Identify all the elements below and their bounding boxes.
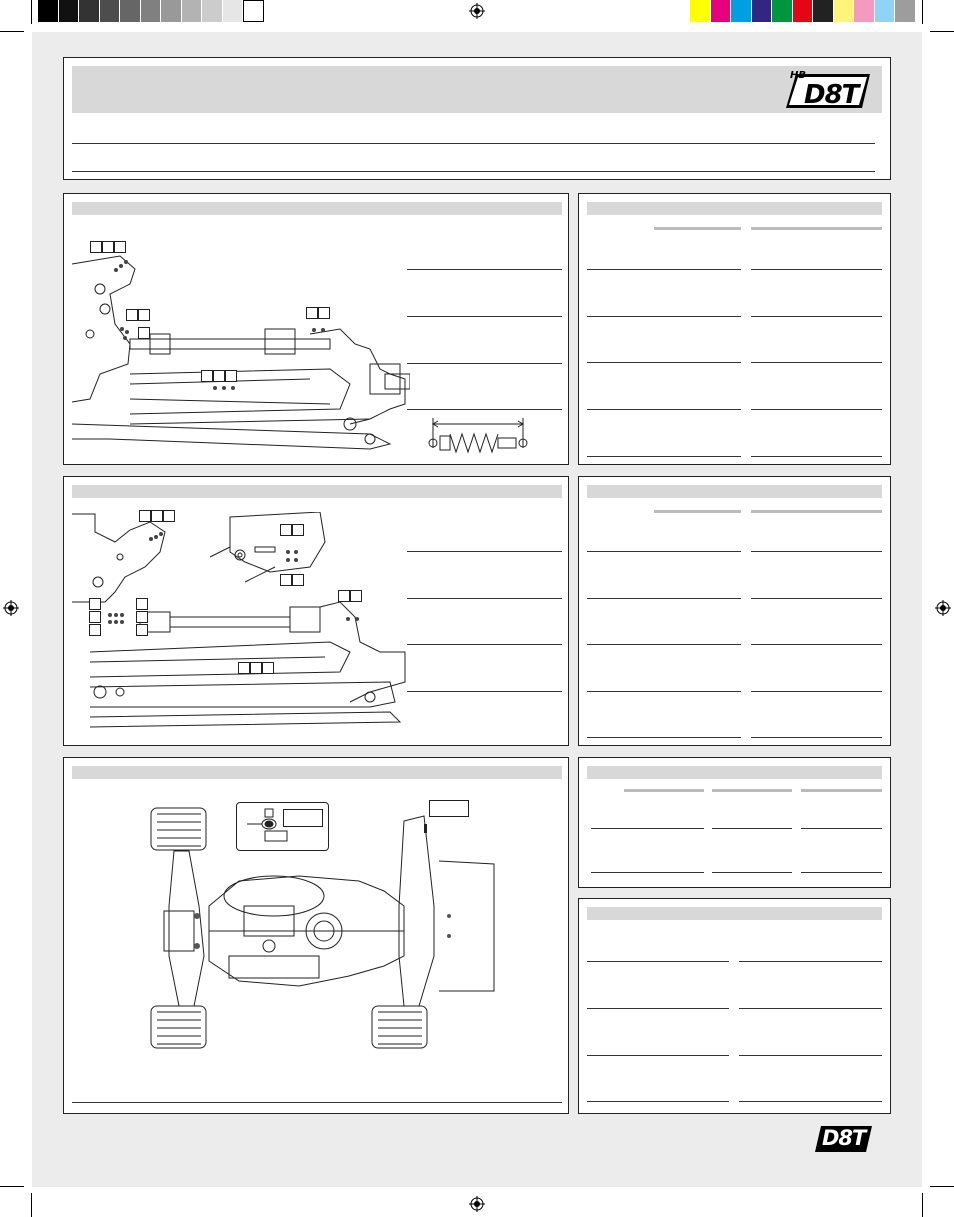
section-header-bar	[587, 907, 882, 920]
color-swatch	[711, 0, 732, 22]
callout-box[interactable]	[280, 574, 292, 586]
callout-box[interactable]	[318, 307, 330, 319]
section-header-bar	[587, 202, 882, 215]
crop-mark	[31, 0, 32, 24]
input-line[interactable]	[751, 644, 882, 645]
brand-logo	[782, 70, 874, 112]
color-swatch	[854, 0, 875, 22]
callout-box[interactable]	[136, 598, 148, 610]
callout-box[interactable]	[102, 241, 114, 253]
input-line[interactable]	[587, 1101, 729, 1102]
input-line[interactable]	[751, 551, 882, 552]
value-input-box[interactable]	[283, 809, 323, 827]
callout-box[interactable]	[338, 590, 350, 602]
column-header-bar	[751, 227, 882, 230]
section-header-bar	[72, 202, 562, 215]
input-line[interactable]	[407, 598, 562, 599]
callout-box[interactable]	[225, 370, 237, 382]
color-swatch	[59, 0, 80, 22]
input-line[interactable]	[407, 644, 562, 645]
color-swatch	[161, 0, 182, 22]
registration-mark-icon	[469, 1196, 485, 1212]
callout-box[interactable]	[262, 662, 274, 674]
crop-mark	[0, 1186, 24, 1187]
input-line[interactable]	[739, 1101, 882, 1102]
input-line[interactable]	[587, 598, 741, 599]
color-swatch	[813, 0, 834, 22]
footer-logo	[812, 1124, 874, 1154]
color-swatch	[243, 0, 264, 22]
callout-box[interactable]	[280, 524, 292, 536]
input-line[interactable]	[72, 143, 875, 144]
column-header-bar	[624, 789, 704, 792]
crop-mark	[930, 1186, 954, 1187]
callout-box[interactable]	[213, 370, 225, 382]
input-line[interactable]	[407, 691, 562, 692]
crop-mark	[922, 0, 923, 24]
input-line[interactable]	[72, 171, 875, 172]
color-swatch	[731, 0, 752, 22]
front-settings-box	[578, 193, 891, 465]
input-line[interactable]	[751, 598, 882, 599]
column-header-bar	[654, 510, 741, 513]
input-line[interactable]	[587, 269, 741, 270]
callout-box[interactable]	[201, 370, 213, 382]
callout-box[interactable]	[126, 309, 138, 321]
column-header-bar	[801, 789, 882, 792]
input-line[interactable]	[587, 1008, 729, 1009]
color-swatch	[182, 0, 203, 22]
input-line[interactable]	[587, 409, 741, 410]
rear-settings-box	[578, 476, 891, 746]
color-swatch	[223, 0, 244, 22]
callout-box[interactable]	[138, 309, 150, 321]
input-line[interactable]	[407, 363, 562, 364]
detail-inset	[236, 802, 329, 851]
input-line[interactable]	[739, 961, 882, 962]
callout-box[interactable]	[151, 510, 163, 522]
input-line[interactable]	[751, 362, 882, 363]
section-header-bar	[587, 766, 882, 779]
input-line[interactable]	[407, 269, 562, 270]
input-line[interactable]	[407, 551, 562, 552]
front-suspension-box	[63, 193, 569, 465]
grayscale-strip	[38, 0, 264, 22]
input-line[interactable]	[712, 828, 792, 829]
color-swatch	[772, 0, 793, 22]
callout-box[interactable]	[350, 590, 362, 602]
input-line[interactable]	[751, 316, 882, 317]
callout-box[interactable]	[292, 524, 304, 536]
header-box	[63, 57, 891, 180]
input-line[interactable]	[751, 269, 882, 270]
color-swatch	[100, 0, 121, 22]
input-line[interactable]	[407, 316, 562, 317]
shock-length-diagram	[426, 416, 536, 458]
input-line[interactable]	[587, 737, 741, 738]
input-line[interactable]	[739, 1008, 882, 1009]
registration-mark-icon	[935, 600, 951, 616]
input-line[interactable]	[712, 872, 792, 873]
input-line[interactable]	[587, 691, 741, 692]
callout-box[interactable]	[89, 598, 101, 610]
input-line[interactable]	[587, 644, 741, 645]
notes-table-box	[578, 898, 891, 1114]
color-swatch	[895, 0, 916, 22]
value-input-box[interactable]	[429, 800, 469, 817]
callout-box[interactable]	[163, 510, 175, 522]
input-line[interactable]	[739, 1055, 882, 1056]
crop-mark	[930, 31, 954, 32]
color-swatch	[834, 0, 855, 22]
input-line[interactable]	[801, 828, 882, 829]
input-line[interactable]	[587, 551, 741, 552]
color-swatch	[120, 0, 141, 22]
registration-mark-icon	[3, 600, 19, 616]
column-header-bar	[654, 227, 741, 230]
crop-mark	[922, 1193, 923, 1217]
callout-box[interactable]	[250, 662, 262, 674]
input-line[interactable]	[407, 409, 562, 410]
color-swatch	[202, 0, 223, 22]
registration-mark-icon	[469, 3, 485, 19]
color-strip	[690, 0, 916, 22]
input-line[interactable]	[751, 737, 882, 738]
input-line[interactable]	[587, 362, 741, 363]
color-swatch	[690, 0, 711, 22]
section-header-bar	[587, 485, 882, 498]
section-header-bar	[72, 485, 562, 498]
color-swatch	[38, 0, 59, 22]
callout-box[interactable]	[138, 327, 150, 339]
callout-box[interactable]	[90, 241, 102, 253]
column-header-bar	[751, 510, 882, 513]
column-header-bar	[712, 789, 792, 792]
color-swatch	[793, 0, 814, 22]
brand-badge: HB	[790, 70, 806, 81]
crop-mark	[0, 31, 24, 32]
brand-logo-text: D8T	[804, 80, 859, 110]
callout-box[interactable]	[114, 241, 126, 253]
input-line[interactable]	[587, 456, 741, 457]
color-swatch	[79, 0, 100, 22]
input-line[interactable]	[751, 691, 882, 692]
input-line[interactable]	[587, 961, 729, 962]
rear-suspension-box	[63, 476, 569, 746]
input-line[interactable]	[801, 872, 882, 873]
color-swatch	[752, 0, 773, 22]
input-line[interactable]	[72, 1102, 562, 1103]
callout-box[interactable]	[139, 510, 151, 522]
input-line[interactable]	[587, 1055, 729, 1056]
callout-box[interactable]	[89, 611, 101, 623]
input-line[interactable]	[591, 872, 704, 873]
input-line[interactable]	[591, 828, 704, 829]
header-title-bar	[72, 66, 882, 113]
input-line[interactable]	[751, 456, 882, 457]
callout-box[interactable]	[136, 624, 148, 636]
pointer-mark	[424, 824, 427, 833]
callout-box[interactable]	[306, 307, 318, 319]
callout-box[interactable]	[292, 574, 304, 586]
tuning-table-box	[578, 757, 891, 888]
chassis-box	[63, 757, 569, 1114]
callout-box[interactable]	[89, 624, 101, 636]
callout-box[interactable]	[136, 611, 148, 623]
color-swatch	[875, 0, 896, 22]
crop-mark	[31, 1193, 32, 1217]
front-suspension-diagram	[70, 234, 410, 464]
rear-suspension-diagram	[70, 512, 415, 742]
input-line[interactable]	[751, 409, 882, 410]
color-swatch	[141, 0, 162, 22]
callout-box[interactable]	[238, 662, 250, 674]
section-header-bar	[72, 766, 562, 779]
input-line[interactable]	[587, 316, 741, 317]
footer-logo-text: D8T	[822, 1126, 866, 1150]
